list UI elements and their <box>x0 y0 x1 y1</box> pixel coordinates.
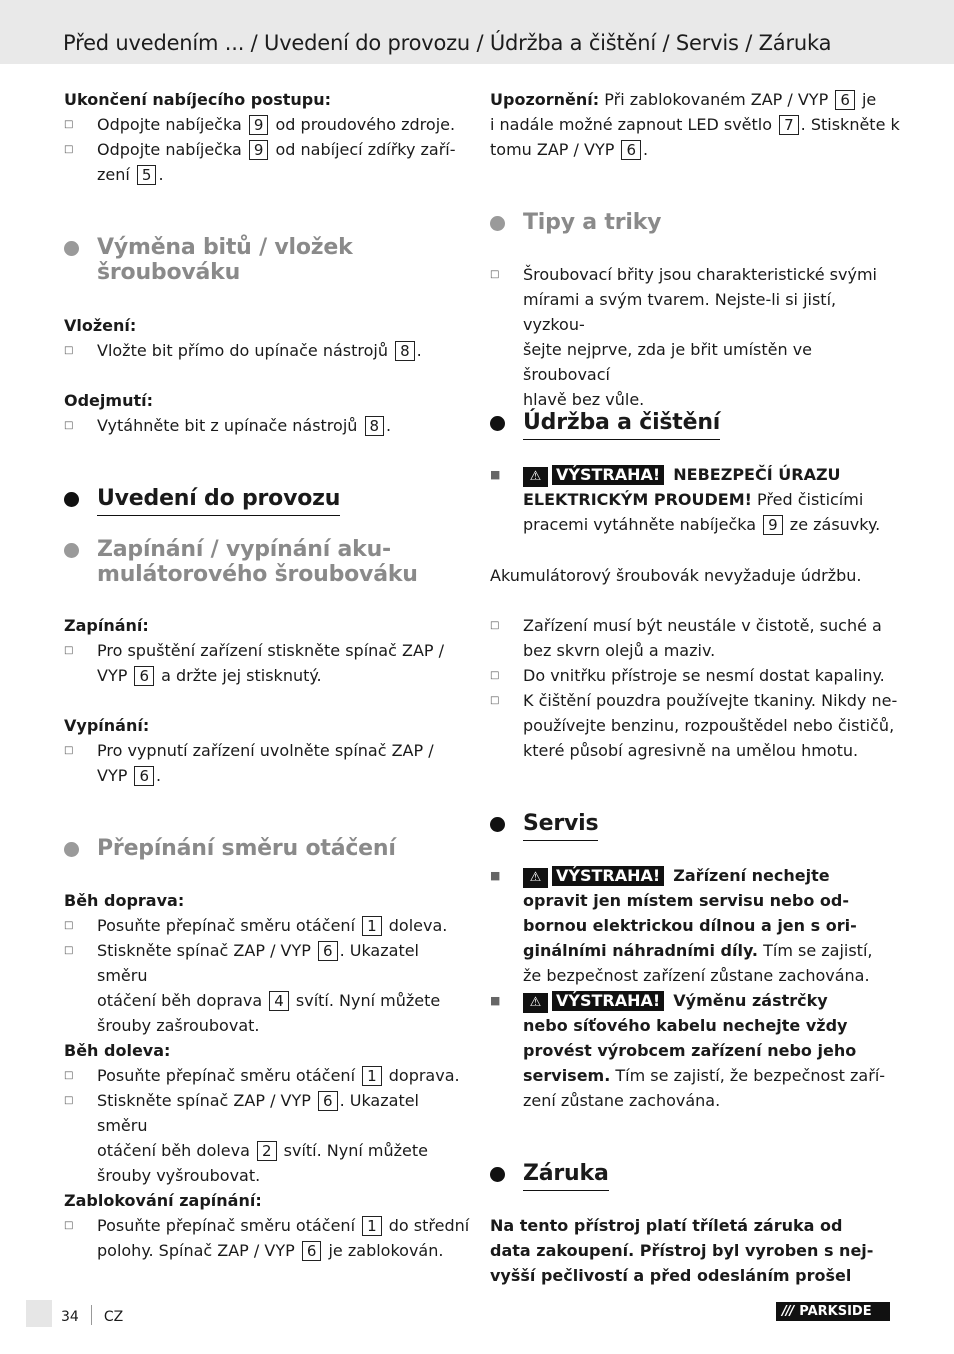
warning-badge: VÝSTRAHA! <box>552 866 664 886</box>
bullet-dot-icon <box>490 216 505 231</box>
heading-tipy: Tipy a triky <box>490 210 661 235</box>
service-warnings <box>490 863 910 1113</box>
bullet-dot-icon <box>64 241 79 256</box>
bullet-square-icon: □ <box>64 920 74 931</box>
list-item: □ Šroubovací břity jsou charakteristické svými mírami a svým tvarem. Nejste-li si jistí, vyzkou- šejte nejprve, zda je břit umístěn ve šroubovací hlavě bez vůle. <box>490 262 900 412</box>
list-item: □ Stiskněte spínač ZAP / VYP 6 . Ukazatel směru otáčení běh doprava 4 svítí. Nyní můžete šrouby zašroubovat. <box>64 938 474 1038</box>
warning-triangle-icon: ⚠ <box>523 993 548 1013</box>
list-item: ■ ⚠ VÝSTRAHA! Zařízení nechejte opravit jen místem servisu nebo od- bornou elektrickou dílnou a jen s ori- ginálními náhradními díly. Tím se zajistí, že bezpečnost zařízení zůstane zachována. <box>490 863 910 988</box>
warning-badge: VÝSTRAHA! <box>552 991 664 1011</box>
language-code: CZ <box>103 1309 124 1325</box>
bullet-dot-icon <box>490 1167 505 1182</box>
bullet-square-icon: □ <box>64 745 74 756</box>
list-item: □ K čištění pouzdra používejte tkaniny. Nikdy ne- používejte benzinu, rozpouštědel nebo čističů, které působí agresivně na umělou hmotu. <box>490 688 910 763</box>
notice-section: Upozornění: Při zablokovaném ZAP / VYP 6 je i nadále možné zapnout LED světlo 7 . Stiskněte k tomu ZAP / VYP 6 . <box>490 90 900 159</box>
bullet-square-icon: □ <box>64 1095 74 1106</box>
label-ukonceni: Ukončení nabíjecího postupu: <box>64 90 331 109</box>
maintenance-paragraph: Akumulátorový šroubovák nevyžaduje údržbu. <box>490 566 862 585</box>
bullet-filled-square-icon: ■ <box>490 869 501 882</box>
list-item: □ Vytáhněte bit z upínače nástrojů 8 . <box>64 413 464 438</box>
bullet-filled-square-icon: ■ <box>490 994 501 1007</box>
warning-triangle-icon: ⚠ <box>523 868 548 888</box>
lock-section: Zablokování zapínání: □ Posuňte přepínač směru otáčení 1 do střední polohy. Spínač ZAP / VYP 6 je zablokován. <box>64 1188 474 1263</box>
list-item: □ Vložte bit přímo do upínače nástrojů 8 . <box>64 338 464 363</box>
tips-section <box>490 262 900 412</box>
heading-zapinani: Zapínání / vypínání aku- mulátorového šroubováku <box>64 537 418 587</box>
footer-marker <box>26 1300 52 1327</box>
list-item: □ Odpojte nabíječka 9 od proudového zdroje. <box>64 112 464 137</box>
bullet-square-icon: □ <box>64 345 74 356</box>
bullet-filled-square-icon: ■ <box>490 468 501 481</box>
footer-divider <box>91 1305 92 1325</box>
heading-vymena: Výměna bitů / vložek šroubováku <box>64 235 353 285</box>
warning-badge: VÝSTRAHA! <box>552 465 664 485</box>
bullet-square-icon: □ <box>64 1070 74 1081</box>
charging-end-section <box>64 87 464 187</box>
warranty-text: Na tento přístroj platí tříletá záruka od data zakoupení. Přístroj byl vyroben s nej- vyšší pečlivostí a před odesláním prošel <box>490 1216 874 1285</box>
heading-servis: Servis <box>490 811 598 841</box>
warning-triangle-icon: ⚠ <box>523 467 548 487</box>
bullet-square-icon: □ <box>490 695 500 706</box>
heading-smer: Přepínání směru otáčení <box>64 836 396 861</box>
bullet-square-icon: □ <box>64 144 74 155</box>
bullet-dot-icon <box>490 416 505 431</box>
bullet-square-icon: □ <box>64 420 74 431</box>
heading-uvedeni: Uvedení do provozu <box>64 486 340 516</box>
bullet-square-icon: □ <box>64 945 74 956</box>
bullet-square-icon: □ <box>490 269 500 280</box>
heading-zaruka: Záruka <box>490 1161 609 1191</box>
list-item: □ Pro spuštění zařízení stiskněte spínač ZAP / VYP 6 a držte jej stisknutý. <box>64 638 474 688</box>
list-item: □ Posuňte přepínač směru otáčení 1 do střední polohy. Spínač ZAP / VYP 6 je zablokován. <box>64 1213 474 1263</box>
direction-right-section: Běh doprava: □ Posuňte přepínač směru otáčení 1 doleva. □ Stiskněte spínač ZAP / VYP 6 . Ukazatel směru otáčení běh doprava 4 svítí. Nyní můžete šrouby zašroubovat. <box>64 888 474 1038</box>
switch-on-section: Zapínání: □ Pro spuštění zařízení stiskněte spínač ZAP / VYP 6 a držte jej stisknutý. <box>64 613 474 688</box>
page-number: 34 <box>61 1309 79 1325</box>
list-item: □ Do vnitřku přístroje se nesmí dostat kapaliny. <box>490 663 910 688</box>
remove-section: Odejmutí: □ Vytáhněte bit z upínače nástrojů 8 . <box>64 388 464 438</box>
list-item: □ Posuňte přepínač směru otáčení 1 doprava. <box>64 1063 474 1088</box>
bullet-square-icon: □ <box>490 620 500 631</box>
list-item: ■ ⚠ VÝSTRAHA! NEBEZPEČÍ ÚRAZU ELEKTRICKÝM PROUDEM! Před čisticími pracemi vytáhněte nabíječka 9 ze zásuvky. <box>490 462 910 537</box>
bullet-square-icon: □ <box>64 645 74 656</box>
switch-off-section: Vypínání: □ Pro vypnutí zařízení uvolněte spínač ZAP / VYP 6 . <box>64 713 474 788</box>
list-item: □ Zařízení musí být neustále v čistotě, suché a bez skvrn olejů a maziv. <box>490 613 910 663</box>
bullet-square-icon: □ <box>64 119 74 130</box>
heading-udrzba: Údržba a čištění <box>490 410 720 440</box>
bullet-square-icon: □ <box>64 1220 74 1231</box>
list-item: □ Odpojte nabíječka 9 od nabíjecí zdířky zaří- zení 5 . <box>64 137 464 187</box>
page-title: Před uvedením ... / Uvedení do provozu / Údržba a čištění / Servis / Záruka <box>63 31 832 55</box>
page-header <box>0 0 954 64</box>
bullet-dot-icon <box>64 492 79 507</box>
list-item: ■ ⚠ VÝSTRAHA! Výměnu zástrčky nebo síťového kabelu nechejte vždy provést výrobcem zařízení nebo jeho servisem. Tím se zajistí, že bezpečnost zaří- zení zůstane zachována. <box>490 988 910 1113</box>
insert-section: Vložení: □ Vložte bit přímo do upínače nástrojů 8 . <box>64 313 464 363</box>
bullet-dot-icon <box>64 842 79 857</box>
maintenance-warning <box>490 462 910 537</box>
parkside-logo: /// PARKSIDE <box>776 1302 890 1321</box>
bullet-dot-icon <box>490 817 505 832</box>
list-item: □ Pro vypnutí zařízení uvolněte spínač ZAP / VYP 6 . <box>64 738 474 788</box>
footer <box>61 1305 123 1330</box>
maintenance-list <box>490 613 910 763</box>
list-item: □ Posuňte přepínač směru otáčení 1 doleva. <box>64 913 474 938</box>
bullet-square-icon: □ <box>490 670 500 681</box>
list-item: □ Stiskněte spínač ZAP / VYP 6 . Ukazatel směru otáčení běh doleva 2 svítí. Nyní můžete šrouby vyšroubovat. <box>64 1088 474 1188</box>
bullet-dot-icon <box>64 543 79 558</box>
direction-left-section: Běh doleva: □ Posuňte přepínač směru otáčení 1 doprava. □ Stiskněte spínač ZAP / VYP 6 . Ukazatel směru otáčení běh doleva 2 svítí. Nyní můžete šrouby vyšroubovat. <box>64 1038 474 1188</box>
